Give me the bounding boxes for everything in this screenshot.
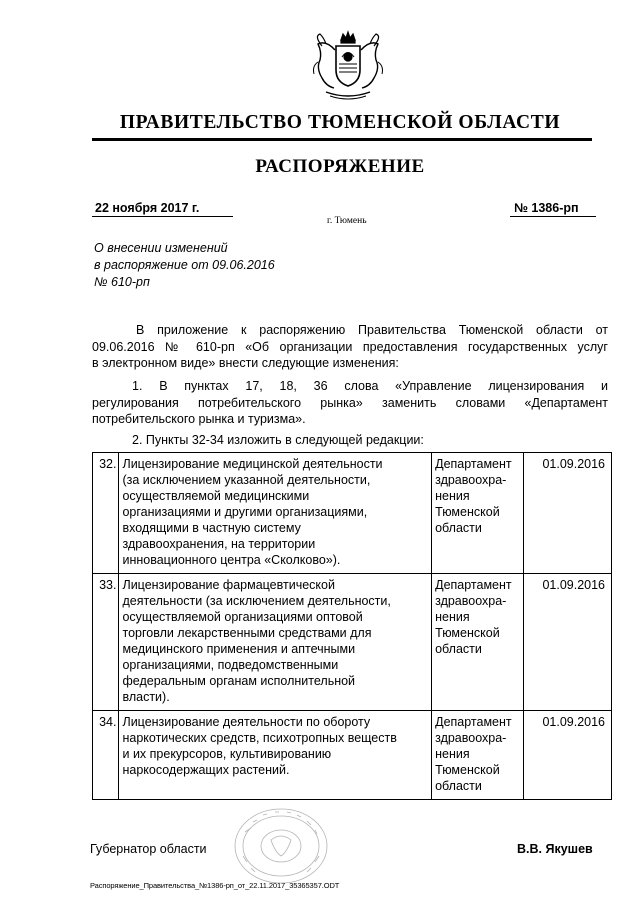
cell-line: области (435, 779, 482, 793)
service-description (119, 574, 432, 711)
date-underline (92, 216, 233, 217)
cell-line: Департамент (435, 578, 512, 592)
row-number: 33. (93, 574, 119, 711)
cell-line: здравоохранения, на территории (122, 537, 316, 551)
cell-line: наркосодержащих растений. (122, 763, 290, 777)
cell-line: нения (435, 489, 470, 503)
subject-line: в распоряжение от 09.06.2016 (94, 258, 275, 272)
cell-line: входящими в частную систему (122, 521, 301, 535)
cell-line: власти). (122, 690, 170, 704)
paragraph-line: В приложение к распоряжению Правительства Тюменской области от (136, 323, 608, 337)
change-item-1 (92, 378, 608, 428)
cell-line: осуществляемой медицинскими (122, 489, 310, 503)
document-date: 22 ноября 2017 г. (95, 201, 200, 215)
cell-line: наркотических средств, психотропных веществ (122, 731, 397, 745)
cell-line: организациями, подведомственными (122, 658, 339, 672)
cell-line: Лицензирование фармацевтической (122, 578, 335, 592)
cell-line: Департамент (435, 715, 512, 729)
number-underline (510, 216, 596, 217)
cell-line: Департамент (435, 457, 512, 471)
cell-line: торговли лекарственными средствами для (122, 626, 372, 640)
cell-line: здравоохра- (435, 473, 507, 487)
document-subject (94, 240, 275, 291)
cell-line: нения (435, 747, 470, 761)
cell-line: и их прекурсоров, культивированию (122, 747, 332, 761)
cell-line: здравоохра- (435, 731, 507, 745)
seal-stamp-icon (231, 806, 331, 886)
signatory-position: Губернатор области (90, 842, 207, 856)
cell-line: медицинского применения и аптечными (122, 642, 356, 656)
cell-line: (за исключением указанной деятельности, (122, 473, 371, 487)
cell-line: области (435, 521, 482, 535)
cell-line: деятельности (за исключением деятельности, (122, 594, 391, 608)
cell-line: области (435, 642, 482, 656)
cell-line: организациями и другими организациями, (122, 505, 368, 519)
responsible-department (432, 574, 524, 711)
change-item-2 (92, 432, 608, 449)
paragraph-line: 09.06.2016 № 610-рп «Об организации предоставления государственных услуг (92, 339, 608, 354)
service-description (119, 711, 432, 800)
cell-line: федеральным органам исполнительной (122, 674, 356, 688)
responsible-department (432, 453, 524, 574)
document-type: РАСПОРЯЖЕНИЕ (255, 156, 425, 177)
table-row (93, 453, 612, 574)
paragraph-line: потребительского рынка и туризма». (92, 412, 306, 426)
cell-line: Тюменской (435, 505, 500, 519)
coat-of-arms-icon (308, 30, 388, 102)
cell-line: осуществляемой организациями оптовой (122, 610, 363, 624)
table-row (93, 711, 612, 800)
effective-date: 01.09.2016 (524, 574, 612, 711)
row-number: 32. (93, 453, 119, 574)
paragraph-line: 1. В пунктах 17, 18, 36 слова «Управление лицензирования и (132, 379, 608, 393)
paragraph-line: 2. Пункты 32-34 изложить в следующей редакции: (132, 433, 424, 447)
cell-line: Лицензирование медицинской деятельности (122, 457, 383, 471)
cell-line: Тюменской (435, 626, 500, 640)
table-row (93, 574, 612, 711)
row-number: 34. (93, 711, 119, 800)
title-divider (92, 138, 592, 141)
services-table (92, 452, 612, 800)
file-name-footer: Распоряжение_Правительства_№1386-рп_от_22.11.2017_35365357.ODT (90, 881, 340, 890)
paragraph-line: в электронном виде» внести следующие изменения: (92, 356, 399, 370)
paragraph-line: регулирования потребительского рынка» заменить словами «Департамент (92, 395, 608, 410)
cell-line: здравоохра- (435, 594, 507, 608)
cell-line: Тюменской (435, 763, 500, 777)
subject-line: № 610-рп (94, 275, 150, 289)
service-description (119, 453, 432, 574)
intro-paragraph (92, 322, 608, 372)
effective-date: 01.09.2016 (524, 453, 612, 574)
government-name: ПРАВИТЕЛЬСТВО ТЮМЕНСКОЙ ОБЛАСТИ (119, 112, 561, 133)
document-city: г. Тюмень (327, 216, 367, 226)
cell-line: Лицензирование деятельности по обороту (122, 715, 371, 729)
effective-date: 01.09.2016 (524, 711, 612, 800)
responsible-department (432, 711, 524, 800)
cell-line: инновационного центра «Сколково»). (122, 553, 341, 567)
signatory-name: В.В. Якушев (517, 842, 593, 856)
subject-line: О внесении изменений (94, 241, 228, 255)
cell-line: нения (435, 610, 470, 624)
document-number: № 1386-рп (514, 201, 579, 215)
